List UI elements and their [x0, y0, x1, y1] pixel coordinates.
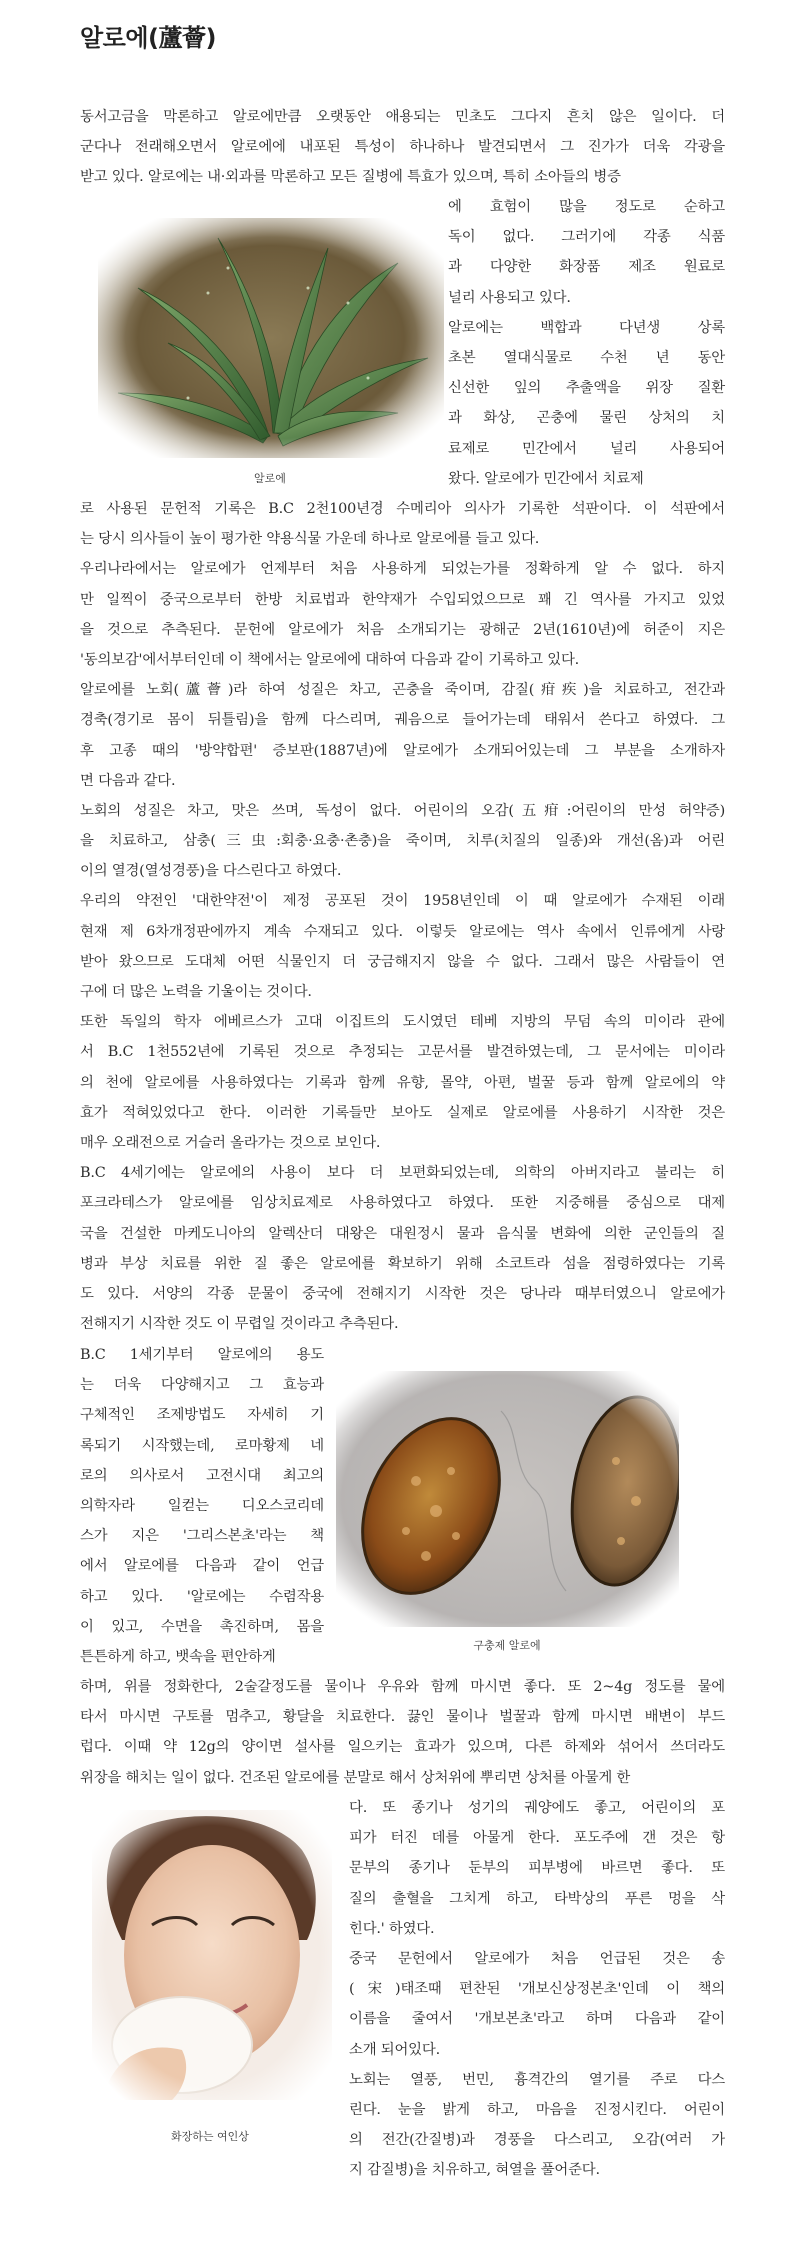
text-line: 현재 제 6차개정판에까지 계속 수재되고 있다. 이렇듯 알로에는 역사 속에서 인류에게 사랑 [80, 923, 725, 940]
text-line: 도 있다. 서양의 각종 문물이 중국에 전해지기 시작한 것은 당나라 때부터였으니 알로에가 [80, 1285, 725, 1302]
text-line: 하고 있다. '알로에는 수렴작용 [80, 1588, 324, 1605]
text-line: 지 감질병)을 치유하고, 혀열을 풀어준다. [349, 2162, 600, 2179]
aloe-caption: 알로에 [254, 472, 286, 485]
text-line: 또한 독일의 학자 에베르스가 고대 이집트의 도시였던 테베 지방의 무덤 속의 미이라 관에 [80, 1014, 725, 1031]
text-line: 에서 알로에를 다음과 같이 언급 [80, 1558, 324, 1575]
text-line: 초본 열대식물로 수천 년 동안 [448, 349, 725, 366]
text-line: 록되기 시작했는데, 로마황제 네 [80, 1437, 324, 1454]
text-line: 서 B.C 1천552년에 기록된 것으로 추정되는 고문서를 발견하였는데, 그 문서에는 미이라 [80, 1044, 725, 1061]
text-line: 과 다양한 화장품 제조 원료로 [448, 259, 725, 276]
text-line: 중국 문헌에서 알로에가 처음 언급된 것은 송 [349, 1950, 725, 1967]
text-line: 소개 되어있다. [349, 2041, 440, 2058]
text-line: 왔다. 알로에가 민간에서 치료제 [448, 470, 644, 487]
text-line: B.C 1세기부터 알로에의 용도 [80, 1347, 324, 1363]
text-line: 구체적인 조제방법도 자세히 기 [80, 1407, 324, 1424]
text-line: 노회는 열풍, 번민, 흉격간의 열기를 주로 다스 [349, 2071, 725, 2088]
text-line: 독이 없다. 그러기에 각종 식품 [448, 229, 725, 246]
text-line: 신선한 잎의 추출액을 위장 질환 [448, 380, 725, 397]
text-line: 후 고종 때의 '방약합편' 증보판(1887년)에 알로에가 소개되어있는데 그 부분을 소개하자 [80, 742, 725, 759]
text-line: 효가 적혀있었다고 한다. 이러한 기록들만 보아도 실제로 알로에를 사용하기 시작한 것은 [80, 1104, 725, 1121]
text-line: 이름을 줄여서 '개보본초'라고 하며 다음과 같이 [349, 2011, 725, 2028]
chinese-records-paragraph [349, 1793, 725, 2185]
text-line: 는 당시 의사들이 높이 평가한 약용식물 가운데 하나로 알로에를 들고 있다. [80, 531, 540, 548]
greek-herbal-continuation [80, 1672, 725, 1793]
text-line: 하며, 위를 정화한다, 2술갈정도를 물이나 우유와 함께 마시면 좋다. 또 2~4g 정도를 물에 [80, 1679, 725, 1695]
text-line: 우리나라에서는 알로에가 언제부터 처음 사용하게 되었는가를 정확하게 알 수 없다. 하지 [80, 561, 725, 578]
text-line: 알로에는 백합과 다년생 상록 [448, 319, 725, 336]
text-line: 알로에를 노회(蘆薈)라 하여 성질은 차고, 곤충을 죽이며, 감질(疳疾)을 치료하고, 전간과 [80, 682, 725, 699]
text-line: 의 천에 알로에를 사용하였다는 기록과 함께 유향, 몰약, 아편, 벌꿀 등과 함께 알로에의 약 [80, 1074, 725, 1091]
text-line: 을 것으로 추측된다. 문헌에 알로에가 처음 소개되기는 광해군 2년(1610년)에 허준이 지은 [80, 621, 725, 638]
text-line: 린다. 눈을 밝게 하고, 마음을 진정시킨다. 어린이 [349, 2101, 725, 2118]
text-line: '동의보감'에서부터인데 이 책에서는 알로에에 대하여 다음과 같이 기록하고 있다. [80, 651, 580, 668]
text-line: 피가 터진 데를 아물게 한다. 포도주에 갠 것은 항 [349, 1830, 725, 1847]
greek-herbal-paragraph [80, 1340, 324, 1672]
text-line: 는 더욱 다양해지고 그 효능과 [80, 1377, 324, 1394]
text-line: 럽다. 이때 약 12g의 양이면 설사를 일으키는 효과가 있으며, 다른 하제와 섞어서 쓰더라도 [80, 1739, 725, 1756]
text-line: 튼튼하게 하고, 뱃속을 편안하게 [80, 1648, 276, 1665]
text-line: 전해지기 시작한 것도 이 무렵일 것이라고 추측된다. [80, 1316, 399, 1333]
aloe-plant-image [98, 218, 444, 458]
text-line: 에 효험이 많을 정도로 순하고 [448, 199, 725, 215]
aloe-plant-figure [98, 218, 444, 458]
text-line: 받고 있다. 알로에는 내·외과를 막론하고 모든 질병에 특효가 있으며, 특히 소아들의 병증 [80, 169, 621, 186]
text-line: 이 있고, 수면을 촉진하며, 몸을 [80, 1618, 324, 1635]
text-line: 스가 지은 '그리스본초'라는 책 [80, 1528, 324, 1545]
text-line: 다. 또 종기나 성기의 궤양에도 좋고, 어린이의 포 [349, 1800, 725, 1816]
text-line: 힌다.' 하였다. [349, 1920, 435, 1937]
page-title: 알로에(蘆薈) [80, 24, 216, 52]
text-line: 노회의 성질은 차고, 맛은 쓰며, 독성이 없다. 어린이의 오감(五疳:어린이의 만성 허약증) [80, 802, 725, 819]
text-line: 우리의 약전인 '대한약전'이 제정 공포된 것이 1958년인데 이 때 알로에가 수재된 이래 [80, 893, 725, 910]
history-paragraphs [80, 494, 725, 1339]
woman-makeup-image [92, 1810, 332, 2100]
text-line: 매우 오래전으로 거슬러 올라가는 것으로 보인다. [80, 1134, 381, 1151]
text-line: 과 화상, 곤충에 물린 상처의 치 [448, 410, 725, 427]
text-line: (宋)태조때 편찬된 '개보신상정본초'인데 이 책의 [349, 1981, 725, 1998]
text-line: 면 다음과 같다. [80, 772, 176, 789]
parasite-egg-image [336, 1371, 679, 1627]
text-line: 받아 왔으므로 도대체 어떤 식물인지 더 궁금해지지 않을 수 없다. 그래서 많은 사람들이 연 [80, 953, 725, 970]
text-line: 의 전간(간질병)과 경풍을 다스리고, 오감(여러 가 [349, 2132, 725, 2149]
parasite-figure [336, 1371, 679, 1627]
woman-caption: 화장하는 여인상 [171, 2130, 249, 2143]
text-line: 타서 마시면 구토를 멈추고, 황달을 치료한다. 끓인 물이나 벌꿀과 함께 마시면 배변이 부드 [80, 1709, 725, 1726]
woman-figure [92, 1810, 332, 2100]
text-line: 료제로 민간에서 널리 사용되어 [448, 440, 725, 457]
text-line: 구에 더 많은 노력을 기울이는 것이다. [80, 984, 312, 1000]
text-line: 경축(경기로 몸이 뒤틀림)을 함께 다스리며, 궤음으로 들어가는데 태워서 쓴다고 하였다. 그 [80, 712, 725, 729]
text-line: 병과 부상 치료를 위한 질 좋은 알로에를 확보하기 위해 소코트라 섬을 점령하였다는 기록 [80, 1255, 725, 1272]
text-line: 이의 열경(열성경풍)을 다스린다고 하였다. [80, 863, 342, 880]
text-line: 문부의 종기나 둔부의 피부병에 바르면 좋다. 또 [349, 1860, 725, 1877]
text-line: 군다나 전래해오면서 알로에에 내포된 특성이 하나하나 발견되면서 그 진가가 더욱 각광을 [80, 139, 725, 156]
text-line: 위장을 해치는 일이 없다. 건조된 알로에를 분말로 해서 상처위에 뿌리면 상처를 아물게 한 [80, 1769, 631, 1786]
aloe-side-paragraph [448, 192, 725, 494]
text-line: 동서고금을 막론하고 알로에만큼 오랫동안 애용되는 민초도 그다지 흔치 않은 일이다. 더 [80, 109, 725, 125]
text-line: 국을 건설한 마케도니아의 알렉산더 대왕은 대원정시 물과 음식물 변화에 의한 군인들의 질 [80, 1225, 725, 1242]
text-line: 로의 의사로서 고전시대 최고의 [80, 1467, 324, 1484]
text-line: B.C 4세기에는 알로에의 사용이 보다 더 보편화되었는데, 의학의 아버지라고 불리는 히 [80, 1165, 725, 1182]
text-line: 의학자라 일컫는 디오스코리데 [80, 1497, 324, 1514]
text-line: 포크라테스가 알로에를 임상치료제로 사용하였다고 하였다. 또한 지중해를 중심으로 대제 [80, 1195, 725, 1212]
text-line: 질의 출혈을 그치게 하고, 타박상의 푸른 멍을 삭 [349, 1890, 725, 1907]
text-line: 로 사용된 문헌적 기록은 B.C 2천100년경 수메리아 의사가 기록한 석판이다. 이 석판에서 [80, 501, 725, 517]
text-line: 을 치료하고, 삼충(三虫:회충·요충·촌충)을 죽이며, 치루(치질의 일종)와 개선(옴)과 어린 [80, 833, 725, 850]
parasite-caption: 구충제 알로에 [473, 1639, 541, 1652]
text-line: 널리 사용되고 있다. [448, 289, 571, 306]
text-line: 만 일찍이 중국으로부터 한방 치료법과 한약재가 수입되었으므로 꽤 긴 역사를 가지고 있었 [80, 591, 725, 608]
intro-paragraph [80, 102, 725, 193]
